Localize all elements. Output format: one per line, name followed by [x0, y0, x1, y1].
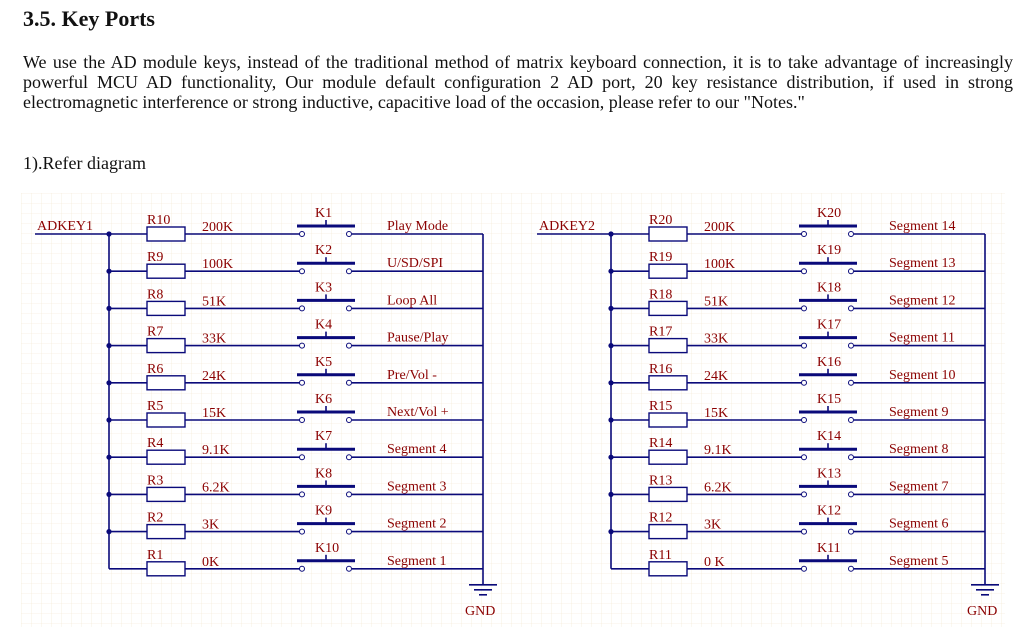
switch-pin [347, 418, 352, 423]
switch-designator: K3 [315, 280, 333, 296]
resistor-designator: R6 [147, 361, 164, 377]
switch-pin [849, 418, 854, 423]
resistor-body [147, 264, 185, 278]
key-function-label: Segment 11 [889, 330, 955, 346]
junction-dot [106, 380, 111, 385]
switch-designator: K19 [817, 243, 842, 259]
switch-pin [300, 380, 305, 385]
section-heading: 3.5. Key Ports [23, 6, 155, 31]
switch-designator: K7 [315, 429, 333, 445]
key-function-label: Segment 12 [889, 293, 956, 309]
key-port-schematic [21, 193, 1005, 627]
resistor-body [147, 450, 185, 464]
junction-dot [608, 455, 613, 460]
junction-dot [106, 306, 111, 311]
key-function-label: Next/Vol + [387, 405, 449, 420]
switch-pin [849, 566, 854, 571]
resistor-designator: R20 [649, 213, 673, 228]
key-function-label: Pause/Play [387, 330, 449, 346]
resistor-value: 0K [202, 554, 220, 570]
resistor-body [147, 562, 185, 576]
junction-dot [608, 529, 613, 534]
resistor-designator: R17 [649, 324, 673, 340]
resistor-value: 3K [704, 517, 722, 533]
switch-pin [347, 529, 352, 534]
resistor-value: 24K [202, 368, 227, 384]
switch-pin [802, 380, 807, 385]
resistor-body [649, 450, 687, 464]
switch-pin [802, 269, 807, 274]
net-label: ADKEY2 [539, 219, 595, 234]
key-function-label: Pre/Vol - [387, 367, 437, 383]
net-label: ADKEY1 [37, 219, 93, 234]
resistor-designator: R14 [649, 436, 673, 452]
switch-pin [802, 455, 807, 460]
resistor-designator: R4 [147, 436, 164, 452]
resistor-value: 15K [202, 406, 227, 421]
switch-designator: K6 [315, 392, 333, 407]
resistor-value: 6.2K [704, 480, 732, 496]
switch-pin [802, 492, 807, 497]
key-function-label: Segment 6 [889, 516, 949, 532]
resistor-designator: R15 [649, 399, 673, 414]
junction-dot [608, 306, 613, 311]
resistor-value: 51K [202, 294, 227, 310]
resistor-value: 33K [704, 331, 729, 347]
switch-designator: K13 [817, 466, 842, 482]
switch-pin [300, 418, 305, 423]
junction-dot [608, 492, 613, 497]
key-function-label: Segment 3 [387, 479, 447, 495]
switch-pin [300, 269, 305, 274]
switch-pin [849, 492, 854, 497]
switch-pin [300, 232, 305, 237]
switch-pin [347, 306, 352, 311]
resistor-designator: R2 [147, 510, 164, 526]
switch-pin [849, 380, 854, 385]
resistor-body [147, 339, 185, 353]
resistor-body [147, 301, 185, 315]
switch-designator: K16 [817, 354, 842, 370]
switch-designator: K11 [817, 540, 841, 556]
resistor-value: 24K [704, 368, 729, 384]
switch-pin [802, 232, 807, 237]
resistor-body [649, 264, 687, 278]
key-function-label: Segment 4 [387, 442, 447, 458]
resistor-body [649, 562, 687, 576]
switch-pin [802, 418, 807, 423]
key-function-label: U/SD/SPI [387, 256, 444, 272]
switch-pin [347, 455, 352, 460]
key-function-label: Segment 13 [889, 256, 956, 272]
switch-pin [849, 306, 854, 311]
switch-pin [347, 492, 352, 497]
switch-pin [347, 566, 352, 571]
resistor-body [147, 525, 185, 539]
resistor-designator: R11 [649, 547, 672, 563]
junction-dot [608, 417, 613, 422]
resistor-body [147, 487, 185, 501]
resistor-body [147, 227, 185, 241]
switch-pin [849, 269, 854, 274]
key-function-label: Play Mode [387, 219, 449, 234]
resistor-designator: R8 [147, 287, 164, 303]
switch-pin [347, 269, 352, 274]
junction-dot [608, 343, 613, 348]
resistor-designator: R3 [147, 473, 164, 489]
key-function-label: Segment 1 [387, 553, 447, 569]
resistor-body [649, 525, 687, 539]
switch-pin [347, 343, 352, 348]
switch-pin [849, 343, 854, 348]
switch-pin [849, 232, 854, 237]
resistor-value: 33K [202, 331, 227, 347]
switch-designator: K10 [315, 540, 340, 556]
switch-pin [300, 566, 305, 571]
switch-pin [802, 343, 807, 348]
junction-dot [106, 231, 111, 236]
gnd-label: GND [465, 603, 496, 619]
resistor-designator: R10 [147, 213, 171, 228]
switch-pin [300, 492, 305, 497]
refer-diagram-label: 1).Refer diagram [23, 153, 146, 173]
key-function-label: Segment 8 [889, 442, 949, 458]
key-function-label: Loop All [387, 293, 438, 309]
resistor-value: 6.2K [202, 480, 230, 496]
resistor-value: 9.1K [704, 443, 732, 459]
key-function-label: Segment 7 [889, 479, 949, 495]
resistor-designator: R16 [649, 361, 673, 377]
switch-designator: K5 [315, 354, 333, 370]
switch-pin [849, 455, 854, 460]
switch-pin [347, 232, 352, 237]
key-function-label: Segment 2 [387, 516, 447, 532]
junction-dot [106, 343, 111, 348]
switch-designator: K15 [817, 392, 842, 407]
key-function-label: Segment 5 [889, 553, 949, 569]
switch-pin [300, 343, 305, 348]
resistor-designator: R7 [147, 324, 164, 340]
resistor-value: 100K [704, 257, 736, 273]
switch-pin [802, 566, 807, 571]
switch-designator: K17 [817, 317, 842, 333]
switch-pin [300, 529, 305, 534]
resistor-body [649, 487, 687, 501]
switch-pin [849, 529, 854, 534]
resistor-designator: R1 [147, 547, 164, 563]
junction-dot [106, 269, 111, 274]
resistor-designator: R5 [147, 399, 164, 414]
resistor-value: 9.1K [202, 443, 230, 459]
gnd-label: GND [967, 603, 998, 619]
resistor-value: 51K [704, 294, 729, 310]
resistor-body [147, 376, 185, 390]
switch-designator: K18 [817, 280, 842, 296]
key-function-label: Segment 14 [889, 219, 956, 234]
resistor-body [649, 339, 687, 353]
resistor-body [649, 376, 687, 390]
junction-dot [608, 231, 613, 236]
resistor-designator: R9 [147, 250, 164, 266]
resistor-body [649, 301, 687, 315]
resistor-value: 3K [202, 517, 220, 533]
resistor-designator: R19 [649, 250, 673, 266]
junction-dot [106, 455, 111, 460]
resistor-body [649, 227, 687, 241]
resistor-value: 100K [202, 257, 234, 273]
switch-pin [300, 455, 305, 460]
resistor-designator: R18 [649, 287, 673, 303]
description-paragraph: We use the AD module keys, instead of the traditional method of matrix keyboard connection, it is to take advantage of increasingly powerful MCU AD functionality, Our module default configuration 2 AD port, 20 key resistance distribution, if used in strong electromagnetic interference or strong inductive, capacitive load of the occasion, please refer to our "Notes." [23, 52, 1013, 112]
junction-dot [608, 380, 613, 385]
resistor-value: 200K [202, 220, 234, 235]
resistor-value: 0 K [704, 554, 725, 570]
switch-designator: K14 [817, 429, 842, 445]
switch-designator: K12 [817, 503, 842, 519]
resistor-designator: R12 [649, 510, 673, 526]
switch-pin [802, 306, 807, 311]
resistor-body [147, 413, 185, 427]
switch-designator: K8 [315, 466, 333, 482]
key-function-label: Segment 9 [889, 405, 949, 420]
resistor-value: 15K [704, 406, 729, 421]
switch-pin [300, 306, 305, 311]
resistor-value: 200K [704, 220, 736, 235]
switch-designator: K4 [315, 317, 333, 333]
switch-pin [802, 529, 807, 534]
resistor-body [649, 413, 687, 427]
switch-designator: K1 [315, 206, 333, 221]
switch-designator: K20 [817, 206, 842, 221]
switch-designator: K9 [315, 503, 333, 519]
switch-designator: K2 [315, 243, 333, 259]
junction-dot [608, 269, 613, 274]
junction-dot [106, 417, 111, 422]
switch-pin [347, 380, 352, 385]
junction-dot [106, 492, 111, 497]
key-function-label: Segment 10 [889, 367, 956, 383]
resistor-designator: R13 [649, 473, 673, 489]
junction-dot [106, 529, 111, 534]
